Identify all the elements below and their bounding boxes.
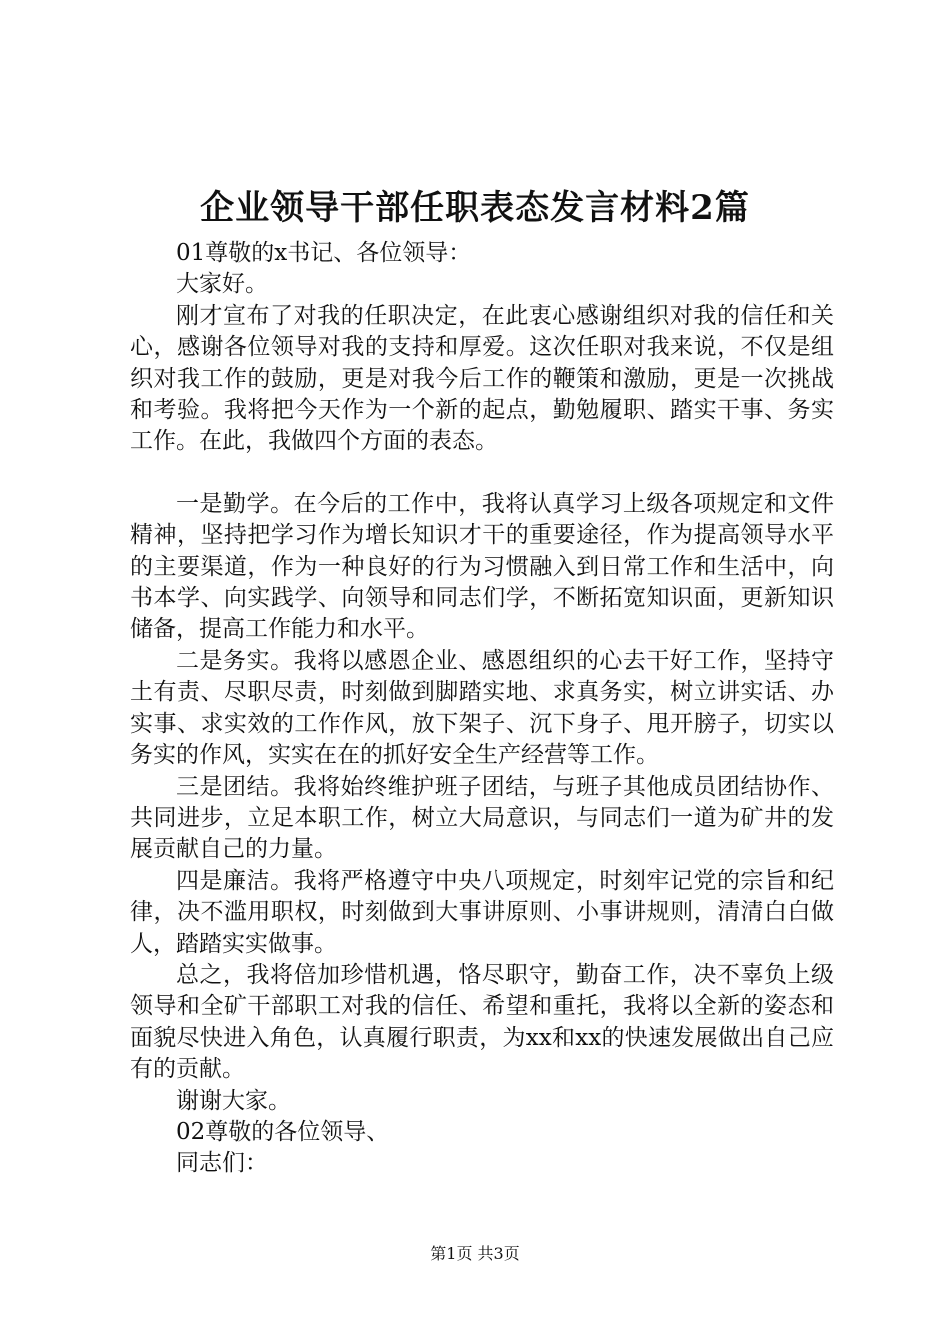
point-four-paragraph: 四是廉洁。我将严格遵守中央八项规定，时刻牢记党的宗旨和纪律，决不滥用职权，时刻做到大事讲原则、小事讲规则，清清白白做人，踏踏实实做事。: [130, 867, 834, 957]
document-title: 企业领导干部任职表态发言材料2篇: [200, 188, 750, 228]
greeting-paragraph: 大家好。: [176, 271, 268, 298]
point-three-paragraph: 三是团结。我将始终维护班子团结，与班子其他成员团结协作、共同进步，立足本职工作，树立大局意识，与同志们一道为矿井的发展贡献自己的力量。: [130, 773, 834, 863]
page-number-footer: 第1页 共3页: [430, 1244, 520, 1263]
thanks-paragraph: 谢谢大家。: [176, 1087, 291, 1114]
second-speech-salutation-cont: 同志们：: [176, 1150, 268, 1177]
second-speech-salutation: 02尊敬的各位领导、: [176, 1118, 390, 1145]
point-two-paragraph: 二是务实。我将以感恩企业、感恩组织的心去干好工作，坚持守土有责、尽职尽责，时刻做到脚踏实地、求真务实，树立讲实话、办实事、求实效的工作作风，放下架子、沉下身子、甩开膀子，切实以务实的作风，实实在在的抓好安全生产经营等工作。: [130, 647, 834, 769]
salutation-paragraph: 01尊敬的x书记、各位领导：: [176, 240, 472, 266]
conclusion-paragraph: 总之，我将倍加珍惜机遇，恪尽职守，勤奋工作，决不辜负上级领导和全矿干部职工对我的信任、希望和重托，我将以全新的姿态和面貌尽快进入角色，认真履行职责，为xx和xx的快速发展做出自己应有的贡献。: [130, 961, 834, 1083]
intro-paragraph: 刚才宣布了对我的任职决定，在此衷心感谢组织对我的信任和关心，感谢各位领导对我的支持和厚爱。这次任职对我来说，不仅是组织对我工作的鼓励，更是对我今后工作的鞭策和激励，更是一次挑战和考验。我将把今天作为一个新的起点，勤勉履职、踏实干事、务实工作。在此，我做四个方面的表态。: [130, 302, 834, 455]
point-one-paragraph: 一是勤学。在今后的工作中，我将认真学习上级各项规定和文件精神，坚持把学习作为增长知识才干的重要途径，作为提高领导水平的主要渠道，作为一种良好的行为习惯融入到日常工作和生活中，向书本学、向实践学、向领导和同志们学，不断拓宽知识面，更新知识储备，提高工作能力和水平。: [130, 490, 834, 643]
document-body: [130, 238, 834, 1180]
